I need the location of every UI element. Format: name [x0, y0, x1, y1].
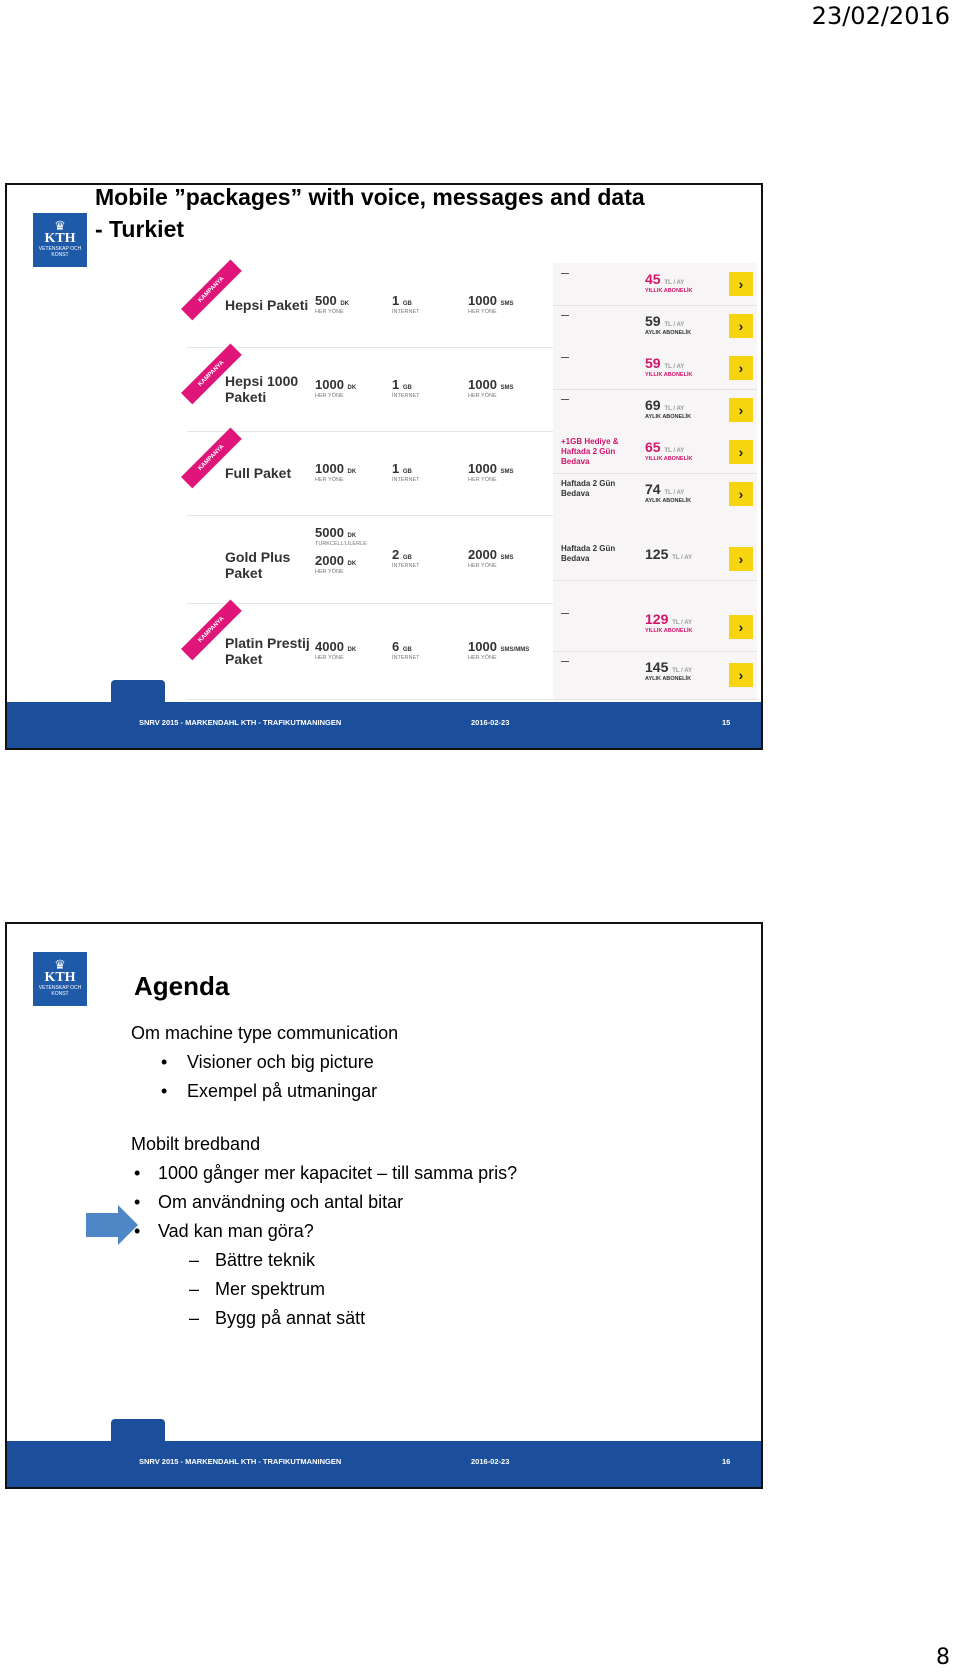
crown-icon: ♛ — [54, 957, 66, 972]
kth-logo — [33, 213, 87, 267]
sms-count: 1000 SMS HER YÖNE — [468, 377, 514, 399]
offer-bonus: — — [561, 269, 569, 278]
offer-row — [553, 603, 757, 652]
chevron-right-icon[interactable]: › — [729, 663, 753, 687]
offer-price: 65 TL / AY YILLIK ABONELİK — [645, 439, 693, 462]
section-heading: Mobilt bredband — [131, 1134, 261, 1154]
chevron-right-icon[interactable]: › — [729, 482, 753, 506]
offer-price: 59 TL / AY AYLIK ABONELİK — [645, 313, 692, 336]
chevron-right-icon[interactable]: › — [729, 398, 753, 422]
sms-count: 2000 SMS HER YÖNE — [468, 547, 514, 569]
package-name: Full Paket — [225, 465, 292, 481]
voice-minutes: 4000 DK HER YÖNE — [315, 639, 357, 661]
offer-row — [553, 538, 757, 581]
bullet-item: • Om användning och antal bitar — [134, 1192, 404, 1212]
chevron-right-icon[interactable]: › — [729, 615, 753, 639]
package-name: Hepsi 1000 Paketi — [225, 373, 299, 405]
voice-minutes-2: 2000 DK HER YÖNE — [315, 553, 357, 575]
campaign-ribbon: KAMPANYA — [181, 428, 242, 489]
agenda-body — [131, 1019, 517, 1333]
package-row — [187, 263, 757, 348]
footer-bar — [7, 702, 761, 748]
data-amount: 1 GB İNTERNET — [392, 461, 420, 483]
offer-bonus: — — [561, 657, 569, 666]
logo-text: KTH — [44, 970, 76, 985]
sub-bullet-item: – Bättre teknik — [189, 1250, 316, 1270]
package-row — [187, 347, 757, 432]
bullet-item: • Exempel på utmaningar — [161, 1081, 378, 1101]
offer-bonus: Haftada 2 Gün Bedava — [561, 479, 616, 498]
sub-bullet-item: – Mer spektrum — [189, 1279, 326, 1299]
chevron-right-icon[interactable]: › — [729, 272, 753, 296]
offer-row — [553, 263, 757, 306]
data-amount: 6 GB İNTERNET — [392, 639, 420, 661]
offer-row — [553, 389, 757, 432]
sub-bullet-item: – Bygg på annat sätt — [189, 1308, 366, 1328]
logo-text: KTH — [44, 231, 76, 246]
offer-bonus: — — [561, 395, 569, 404]
offer-row — [553, 651, 757, 700]
package-name: Gold Plus Paket — [225, 549, 291, 581]
page-date: 23/02/2016 — [811, 2, 950, 30]
footer-title: SNRV 2015 - MARKENDAHL KTH - TRAFIKUTMANINGEN — [139, 1457, 342, 1466]
offer-price: 69 TL / AY AYLIK ABONELİK — [645, 397, 692, 420]
package-row — [187, 515, 757, 604]
chevron-right-icon[interactable]: › — [729, 440, 753, 464]
footer-title: SNRV 2015 - MARKENDAHL KTH - TRAFIKUTMANINGEN — [139, 718, 342, 727]
footer-tab — [111, 1419, 165, 1441]
package-name: Hepsi Paketi — [225, 297, 309, 313]
bullet-item: • Visioner och big picture — [161, 1052, 374, 1072]
offer-price: 59 TL / AY YILLIK ABONELİK — [645, 355, 693, 378]
page-number: 8 — [936, 1645, 950, 1670]
campaign-ribbon: KAMPANYA — [181, 260, 242, 321]
footer-date: 2016-02-23 — [471, 718, 510, 727]
package-table — [187, 263, 757, 703]
logo-subtext: VETENSKAP OCH KONST — [38, 985, 82, 997]
sms-count: 1000 SMS/MMS HER YÖNE — [468, 639, 530, 661]
slide-title: Agenda — [134, 971, 230, 1001]
bullet-item: • 1000 gånger mer kapacitet – till samma pris? — [134, 1163, 518, 1183]
offer-row — [553, 473, 757, 516]
offer-price: 74 TL / AY AYLIK ABONELİK — [645, 481, 692, 504]
bullet-item: • Vad kan man göra? — [134, 1221, 314, 1241]
slide-16 — [5, 922, 763, 1489]
offer-block — [553, 603, 757, 699]
sms-count: 1000 SMS HER YÖNE — [468, 461, 514, 483]
slide-title: Mobile ”packages” with voice, messages and data - Turkiet — [95, 184, 645, 242]
footer-slide-number: 16 — [722, 1457, 731, 1466]
slide-15 — [5, 183, 763, 750]
voice-minutes: 1000 DK HER YÖNE — [315, 461, 357, 483]
sms-count: 1000 SMS HER YÖNE — [468, 293, 514, 315]
package-row — [187, 603, 757, 700]
offer-bonus: Haftada 2 Gün Bedava — [561, 544, 616, 563]
footer-bar — [7, 1441, 761, 1487]
kth-logo — [33, 952, 87, 1006]
data-amount: 2 GB İNTERNET — [392, 547, 420, 569]
footer-slide-number: 15 — [722, 718, 731, 727]
voice-minutes: 500 DK HER YÖNE — [315, 293, 349, 315]
offer-bonus: — — [561, 609, 569, 618]
offer-bonus: +1GB Hediye & Haftada 2 Gün Bedava — [561, 437, 619, 466]
offer-price: 45 TL / AY YILLIK ABONELİK — [645, 271, 693, 294]
offer-row — [553, 431, 757, 474]
offer-row — [553, 305, 757, 348]
campaign-ribbon: KAMPANYA — [181, 600, 242, 661]
package-row — [187, 431, 757, 516]
offer-price: 145 TL / AY AYLIK ABONELİK — [645, 659, 693, 682]
package-name: Platin Prestij Paket — [225, 635, 310, 667]
offer-block — [553, 263, 757, 347]
offer-bonus: — — [561, 353, 569, 362]
footer-date: 2016-02-23 — [471, 1457, 510, 1466]
section-heading: Om machine type communication — [131, 1023, 399, 1043]
data-amount: 1 GB İNTERNET — [392, 377, 420, 399]
campaign-ribbon: KAMPANYA — [181, 344, 242, 405]
offer-block — [553, 347, 757, 431]
chevron-right-icon[interactable]: › — [729, 547, 753, 571]
chevron-right-icon[interactable]: › — [729, 356, 753, 380]
data-amount: 1 GB İNTERNET — [392, 293, 420, 315]
offer-price: 129 TL / AY YILLIK ABONELİK — [645, 611, 693, 634]
chevron-right-icon[interactable]: › — [729, 314, 753, 338]
offer-block — [553, 515, 757, 603]
offer-block — [553, 431, 757, 515]
voice-minutes: 5000 DK TURKCELL'LİLERLE — [315, 525, 367, 547]
crown-icon: ♛ — [54, 218, 66, 233]
offer-price: 125 TL / AY — [645, 546, 693, 562]
offer-bonus: — — [561, 311, 569, 320]
offer-row — [553, 347, 757, 390]
logo-subtext: VETENSKAP OCH KONST — [38, 246, 82, 258]
voice-minutes: 1000 DK HER YÖNE — [315, 377, 357, 399]
footer-tab — [111, 680, 165, 702]
